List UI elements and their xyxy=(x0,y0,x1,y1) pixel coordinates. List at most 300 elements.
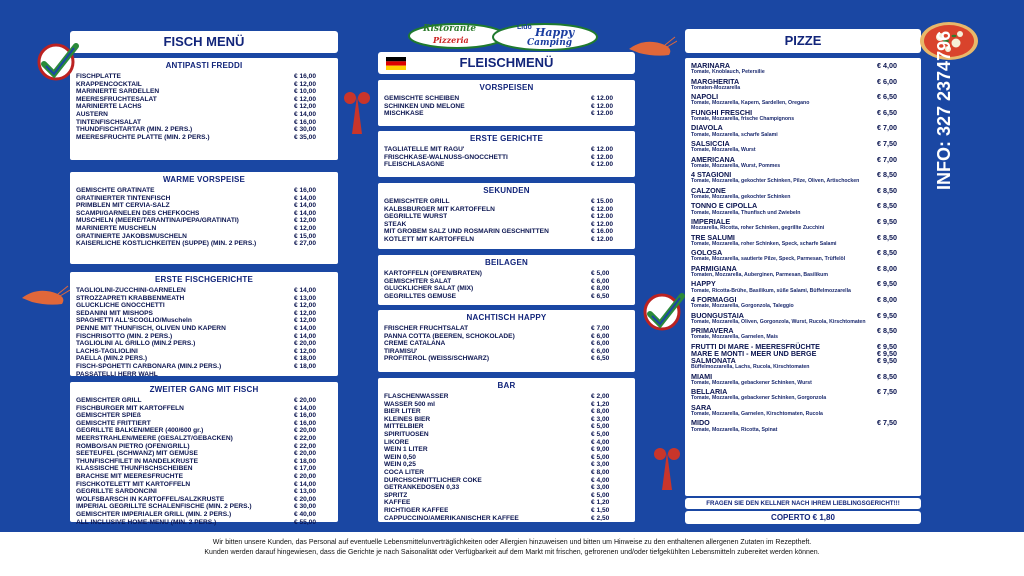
pizza-item xyxy=(691,249,915,263)
menu-item-price: € 6,50 xyxy=(591,355,610,363)
pizza-name: PARMIGIANA xyxy=(691,263,737,273)
menu-item-name: GLÜCKLICHE GNOCCHETTI xyxy=(76,302,165,310)
menu-item xyxy=(76,195,332,203)
menu-item-name: STEAK xyxy=(384,220,407,228)
menu-item-price: € 13,00 xyxy=(294,294,316,302)
pizza-name-row xyxy=(691,280,915,287)
menu-item-name: KLASSISCHE THUNFISCHSCHEIBEN xyxy=(76,465,193,473)
pizza-price: € 9,50 xyxy=(877,216,897,226)
pizza-ingredients: Tomate, Mozzarella, Thunfisch und Zwiebeln xyxy=(691,209,801,216)
section-heading: WARME VORSPEISE xyxy=(162,175,246,184)
menu-item xyxy=(76,481,332,489)
menu-item-name: COCA LITER xyxy=(384,468,425,476)
menu-item xyxy=(384,477,629,485)
menu-item xyxy=(76,348,332,356)
menu-item-name: TAGLIATELLE MIT RAGU' xyxy=(384,146,465,153)
footer-line: Wir bitten unsere Kunden, das Personal auf eventuelle Lebensmittelunverträglichkeiten oder Allergien hinzuweisen und bitten um Hinweise zu den enthaltenen allergenen Zutaten im Rezeptheft. xyxy=(212,539,812,546)
pizza-price: € 6,00 xyxy=(877,76,897,86)
pizza-name-row xyxy=(691,78,915,85)
pizza-name: SALSICCIA xyxy=(691,138,730,148)
menu-item-name: FISCH-SPGHETTI CARBONARA (MIN.2 PERS.) xyxy=(76,362,222,370)
menu-item-price: € 12,00 xyxy=(294,302,316,310)
menu-item-price: € 9,00 xyxy=(591,446,610,454)
menu-item xyxy=(76,233,332,241)
warme-section xyxy=(70,172,338,264)
menu-item xyxy=(76,126,332,134)
menu-item xyxy=(384,340,629,348)
coperto-text: COPERTO € 1,80 xyxy=(771,513,835,522)
menu-item xyxy=(76,88,332,96)
menu-item-name: FISCHBURGER MIT KARTOFFELN xyxy=(76,404,184,412)
pizza-name-row xyxy=(691,109,915,116)
pizza-name-row xyxy=(691,62,915,69)
pizza-ingredients: Tomate, Mozzarella, frische Champignons xyxy=(691,115,795,122)
menu-item xyxy=(384,348,629,356)
logo-happy: Happy xyxy=(535,26,575,39)
menu-item-price: € 20,00 xyxy=(294,340,316,348)
pizze-title xyxy=(685,29,921,53)
menu-item-name: GEMISCHTE GRATINATE xyxy=(76,187,155,194)
menu-item-price: € 35,00 xyxy=(294,133,316,141)
menu-item-price: € 12.00 xyxy=(591,235,613,243)
menu-item xyxy=(76,435,332,443)
menu-item-price: € 12,00 xyxy=(294,103,316,111)
menu-item-price: € 16,00 xyxy=(294,118,316,126)
menu-item-price: € 12,00 xyxy=(294,224,316,232)
pizza-price: € 8,00 xyxy=(877,294,897,304)
menu-item-price: € 5,00 xyxy=(591,423,610,431)
menu-item-name: MARINIERTE MUSCHELN xyxy=(76,224,157,232)
menu-item xyxy=(384,103,629,111)
pizza-ingredients: Büffelmozzarella, Lachs, Rucola, Kirschtomaten xyxy=(691,364,810,371)
fleisch-menu-title-text: FLEISCHMENÜ xyxy=(459,55,554,70)
pizza-ingredients: Tomaten-Mozzarella xyxy=(691,84,741,91)
pizza-ingredients: Tomaten, Mozzarella, Auberginen, Parmesan, Basilikum xyxy=(691,271,828,278)
pizza-name: PRIMAVERA xyxy=(691,326,734,336)
menu-item-price: € 12,00 xyxy=(294,95,316,103)
menu-item-name: WOLFSBARSCH IN KARTOFFEL/SALZKRUSTE xyxy=(76,495,225,503)
menu-item xyxy=(384,408,629,416)
pizza-price: € 7,00 xyxy=(877,154,897,164)
menu-item-price: € 17,00 xyxy=(294,465,316,473)
menu-item xyxy=(384,95,629,103)
pizza-item xyxy=(691,312,915,326)
pizza-name-row xyxy=(691,93,915,100)
pizza-name: NAPOLI xyxy=(691,92,719,102)
menu-item xyxy=(384,439,629,447)
menu-item-name: THUNDFISCHTARTAR (MIN. 2 PERS.) xyxy=(76,126,193,134)
pizza-name: IMPERIALE xyxy=(691,216,731,226)
menu-item-price: € 16,00 xyxy=(294,412,316,420)
pizza-ingredients: Tomate, Ricotta-Brühe, Basilikum, süße Salami, Büffelmozzarella xyxy=(691,287,851,294)
menu-item xyxy=(76,134,332,142)
pizza-name: MARGHERITA xyxy=(691,76,740,86)
logo-camping: Camping xyxy=(527,38,573,48)
pizza-ingredients: Tomate, Mozzarella, Kapern, Sardellen, Oregano xyxy=(691,100,810,107)
pizza-item xyxy=(691,78,915,92)
menu-item-price: € 5,00 xyxy=(591,491,610,499)
menu-item xyxy=(76,363,332,371)
pizza-item xyxy=(691,171,915,185)
pizza-ingredients: Tomate, Mozzarella, Garnelen, Kirschtomaten, Rucola xyxy=(691,411,823,418)
logo-ristorante: Ristorante xyxy=(423,24,477,34)
pizza-item xyxy=(691,327,915,341)
menu-item xyxy=(384,355,629,363)
menu-item xyxy=(76,519,332,527)
menu-item xyxy=(76,302,332,310)
pizza-name: SARA xyxy=(691,402,712,412)
menu-item-name: FISCHKOTELETT MIT KARTOFFELN xyxy=(76,480,191,488)
menu-item xyxy=(384,110,629,118)
menu-item-name: KARTOFFELN (OFEN/BRATEN) xyxy=(384,270,482,277)
menu-item-name: PROFITEROL (WEISS/SCHWARZ) xyxy=(384,355,490,363)
pizza-price: € 8,50 xyxy=(877,170,897,180)
menu-item-name: LACHS-TAGLIOLINI xyxy=(76,347,138,355)
pizza-price: € 9,50 xyxy=(877,279,897,289)
menu-item-name: WEIN 0,50 xyxy=(384,453,416,461)
pizze-section xyxy=(685,58,921,496)
pizza-ingredients: Tomate, Mozzarella, Ricotta, Spinat xyxy=(691,426,778,433)
menu-item-price: € 20,00 xyxy=(294,472,316,480)
pizza-item xyxy=(691,419,915,433)
menu-item-name: TINTENFISCHSALAT xyxy=(76,118,142,126)
pizza-name-row xyxy=(691,249,915,256)
pizza-name: 4 STAGIONI xyxy=(691,170,732,180)
pizza-ingredients: Tomate, Mozzarella, gebackener Schinken, Gorgonzola xyxy=(691,395,827,402)
menu-item xyxy=(384,469,629,477)
menu-item-name: KLEINES BIER xyxy=(384,415,431,423)
menu-item-price: € 16,00 xyxy=(294,73,316,80)
menu-item-name: FISCHPLATTE xyxy=(76,73,121,80)
pizza-item xyxy=(691,202,915,216)
menu-item xyxy=(384,154,629,162)
menu-item-name: FRISCHKÄSE-WALNUSS-GNOCCHETTI xyxy=(384,153,508,161)
erste-gerichte-section xyxy=(378,131,635,177)
footer-line: Kunden werden darauf hingewiesen, dass die Gerichte je nach Saisonalität oder Verfügbarkeit auf dem Markt mit frischen, gefrorenen und/oder tiefgekühlten Lebensmitteln zubereitet werden können. xyxy=(204,549,820,556)
menu-item-name: TAGLIOLINI AL GRILLO (MIN.2 PERS.) xyxy=(76,340,196,348)
section-heading: VORSPEISEN xyxy=(479,83,534,92)
restaurant-logo xyxy=(405,22,600,52)
menu-item-price: € 12.00 xyxy=(591,220,613,228)
pizza-item xyxy=(691,404,915,418)
pizza-ingredients: Tomate, Mozzarella, roher Schinken, Speck, scharfe Salami xyxy=(691,240,837,247)
menu-item xyxy=(384,206,629,214)
menu-item-price: € 14,00 xyxy=(294,287,316,294)
pizza-item xyxy=(691,357,915,371)
pizza-ingredients: Tomate, Mozzarella, Oliven, Gorgonzola, Wurst, Rucola, Kirschtomaten xyxy=(691,318,866,325)
menu-item-name: BRACHSE MIT MEERESFRÜCHTE xyxy=(76,472,183,480)
pizza-name: TONNO E CIPOLLA xyxy=(691,201,758,211)
menu-item xyxy=(76,427,332,435)
menu-item-name: WASSER 500 ml xyxy=(384,400,435,408)
menu-item-price: € 4,00 xyxy=(591,438,610,446)
menu-item-name: CREME CATALANA xyxy=(384,340,446,348)
section-heading: ERSTE GERICHTE xyxy=(469,134,544,143)
pizza-ingredients: Tomate, Mozzarella, Wurst xyxy=(691,147,756,154)
pizza-name: DIAVOLA xyxy=(691,123,723,133)
vorspeisen-section xyxy=(378,80,635,126)
bar-section xyxy=(378,378,635,522)
pizza-name-row xyxy=(691,312,915,319)
menu-item-price: € 4,00 xyxy=(591,476,610,484)
shrimp-icon xyxy=(625,35,677,64)
menu-item-name: GEMISCHTER GRILL xyxy=(76,397,142,404)
antipasti-section xyxy=(70,58,338,160)
menu-item-name: SEDANINI MIT MISHOPS xyxy=(76,309,153,317)
menu-item xyxy=(76,103,332,111)
menu-item-price: € 3,00 xyxy=(591,415,610,423)
pizza-name: 4 FORMAGGI xyxy=(691,294,737,304)
section-heading: ZWEITER GANG MIT FISCH xyxy=(149,385,259,394)
menu-item-price: € 27,00 xyxy=(294,240,316,248)
menu-item-name: RICHTIGER KAFFEE xyxy=(384,506,449,514)
menu-item-price: € 1,20 xyxy=(591,400,610,408)
menu-item-name: LIKÖRE xyxy=(384,438,409,446)
menu-item-price: € 20,00 xyxy=(294,397,316,404)
menu-item-name: BIER LITER xyxy=(384,408,421,416)
pizza-name: AMERICANA xyxy=(691,154,735,164)
menu-item xyxy=(384,213,629,221)
menu-item-name: MIT GROBEM SALZ UND ROSMARIN GESCHNITTEN xyxy=(384,228,549,236)
menu-item xyxy=(76,397,332,405)
pizza-name-row xyxy=(691,388,915,395)
footer-note xyxy=(0,532,1024,576)
menu-item-price: € 14,00 xyxy=(294,324,316,332)
pizza-name-row xyxy=(691,124,915,131)
menu-item-price: € 1,50 xyxy=(591,506,610,514)
menu-item-name: SPRITZ xyxy=(384,491,408,499)
menu-item xyxy=(76,295,332,303)
pizza-item xyxy=(691,93,915,107)
menu-item-name: GEGRILLTE WURST xyxy=(384,213,448,221)
menu-item-price: € 12.00 xyxy=(591,153,613,161)
menu-item-name: PAELLA (MIN.2 PERS.) xyxy=(76,355,148,363)
menu-item xyxy=(76,371,332,379)
pizze-title-text: PIZZE xyxy=(784,33,822,48)
menu-item-price: € 1,20 xyxy=(591,499,610,507)
pizza-name-row xyxy=(691,357,915,364)
section-heading: SEKUNDEN xyxy=(483,186,530,195)
menu-item xyxy=(76,217,332,225)
menu-item-name: GETRÄNKEDOSEN 0,33 xyxy=(384,484,460,492)
menu-item xyxy=(384,293,629,301)
menu-item-name: AUSTERN xyxy=(76,110,108,118)
menu-item-name: DURCHSCHNITTLICHER COKE xyxy=(384,476,482,484)
menu-item xyxy=(76,405,332,413)
pizza-price: € 7,50 xyxy=(877,387,897,397)
pizza-price: € 9,50 xyxy=(877,348,897,358)
menu-item xyxy=(384,393,629,401)
pizza-ingredients: Tomate, Mozzarella, Garnelen, Mais xyxy=(691,334,778,341)
menu-item-price: € 3,00 xyxy=(591,484,610,492)
pizza-name: SALMONATA xyxy=(691,356,736,366)
menu-item-price: € 14,00 xyxy=(294,404,316,412)
pizza-name: FRUTTI DI MARE - MEERESFRÜCHTE xyxy=(691,341,820,351)
menu-item-name: IMPERIAL GEGRILLTE SCHALENFISCHE (MIN. 2 PERS.) xyxy=(76,503,252,511)
menu-item xyxy=(76,458,332,466)
menu-item xyxy=(384,484,629,492)
pizza-price: € 8,50 xyxy=(877,201,897,211)
menu-item-price: € 12.00 xyxy=(591,102,613,110)
menu-item-name: PRIMBLEN MIT CERVIA-SALZ xyxy=(76,202,170,210)
section-heading: ERSTE FISCHGERICHTE xyxy=(154,275,254,284)
pizza-item xyxy=(691,234,915,248)
pizza-item xyxy=(691,156,915,170)
menu-item xyxy=(76,333,332,341)
pizza-name: MIDO xyxy=(691,418,710,428)
pizza-price: € 9,50 xyxy=(877,341,897,351)
check-logo-icon xyxy=(642,292,686,337)
beilagen-section xyxy=(378,255,635,305)
menu-item xyxy=(76,412,332,420)
kellner-note xyxy=(685,498,921,509)
menu-item xyxy=(76,488,332,496)
menu-item-name: FRISCHER FRUCHTSALAT xyxy=(384,325,469,332)
pizza-name-row xyxy=(691,140,915,147)
menu-item-name: KOTLETT MIT KARTOFFELN xyxy=(384,235,474,243)
menu-item-price: € 16.00 xyxy=(591,228,613,236)
menu-item-name: GEMISCHTER SPIEß xyxy=(76,412,141,420)
pizza-name-row xyxy=(691,234,915,241)
pizza-item xyxy=(691,388,915,402)
pizza-name: MIAMI xyxy=(691,371,713,381)
menu-item-price: € 30,00 xyxy=(294,126,316,134)
menu-item xyxy=(76,240,332,248)
menu-item-price: € 12,00 xyxy=(294,309,316,317)
menu-item-price: € 18,00 xyxy=(294,362,316,370)
pizza-price: € 8,50 xyxy=(877,232,897,242)
pizza-ingredients: Tomate, Mozzarella, Gorgonzola, Taleggio xyxy=(691,303,794,310)
info-phone-text: INFO: 327 2374796 xyxy=(934,30,954,190)
menu-item-price: € 22,00 xyxy=(294,442,316,450)
menu-item xyxy=(384,416,629,424)
menu-item-price: € 16,00 xyxy=(294,419,316,427)
menu-item xyxy=(384,221,629,229)
menu-item-name: GEGRILLTES GEMÜSE xyxy=(384,292,457,300)
pizza-price: € 8,50 xyxy=(877,371,897,381)
menu-item-name: TAGLIOLINI-ZUCCHINI-GARNELEN xyxy=(76,287,186,294)
zweiter-section xyxy=(70,382,338,526)
menu-item-price: € 20,00 xyxy=(294,450,316,458)
fisch-menu-title xyxy=(70,31,338,53)
menu-item xyxy=(76,465,332,473)
section-heading: ANTIPASTI FREDDI xyxy=(165,61,243,70)
menu-item-name: KALBSBURGER MIT KARTOFFELN xyxy=(384,205,495,213)
menu-item-price: € 12.00 xyxy=(591,95,613,102)
menu-item-price: € 40,00 xyxy=(294,510,316,518)
pizza-item xyxy=(691,265,915,279)
menu-item-price: € 6,00 xyxy=(591,277,610,285)
pizza-item xyxy=(691,124,915,138)
pizza-name-row xyxy=(691,156,915,163)
logo-pizzeria: Pizzeria xyxy=(433,35,469,45)
pizza-item xyxy=(691,218,915,232)
menu-item xyxy=(76,450,332,458)
menu-item-price: € 14,00 xyxy=(294,194,316,202)
pizza-name-row xyxy=(691,171,915,178)
menu-item xyxy=(76,443,332,451)
menu-item-price: € 6,50 xyxy=(591,292,610,300)
menu-item xyxy=(76,420,332,428)
menu-item-name: PASSATELLI HERR WAHL xyxy=(76,370,158,378)
menu-item-name: ROMBO/SAN PIETRO (OFEN/GRILL) xyxy=(76,442,190,450)
menu-item-name: GEMISCHTE FRITTIERT xyxy=(76,419,151,427)
menu-item-name: MARINIERTE LACHS xyxy=(76,103,142,111)
menu-item-name: MEERESFRÜCHTE PLATTE (MIN. 2 PERS.) xyxy=(76,133,210,141)
pizza-name-row xyxy=(691,187,915,194)
menu-item-name: MUSCHELN (MEERE/TARANTINA/PEPA/GRATINATI) xyxy=(76,217,239,225)
menu-item-price: € 18,00 xyxy=(294,457,316,465)
menu-item-price xyxy=(294,371,332,379)
menu-item-price: € 8,00 xyxy=(591,408,610,416)
menu-item xyxy=(384,285,629,293)
menu-item xyxy=(76,325,332,333)
pizza-name-row xyxy=(691,202,915,209)
pizza-name-row xyxy=(691,373,915,380)
menu-item-price: € 12,00 xyxy=(294,217,316,225)
menu-item-name: PENNE MIT THUNFISCH, OLIVEN UND KAPERN xyxy=(76,324,226,332)
menu-item-name: GEMISCHTER IMPERIALER GRILL (MIN. 2 PERS.) xyxy=(76,510,232,518)
info-phone xyxy=(934,30,955,190)
erste-fisch-section xyxy=(70,272,338,376)
menu-item-price: € 5,00 xyxy=(591,430,610,438)
pizza-item xyxy=(691,140,915,154)
pizza-price: € 8,50 xyxy=(877,185,897,195)
menu-item xyxy=(76,287,332,295)
menu-item xyxy=(76,111,332,119)
menu-item-price: € 15.00 xyxy=(591,198,613,205)
pizza-price: € 7,50 xyxy=(877,418,897,428)
pizza-name: TRE SALUMI xyxy=(691,232,735,242)
menu-item-price: € 12,00 xyxy=(294,80,316,88)
menu-item xyxy=(384,198,629,206)
pizza-ingredients: Tomate, Mozzarella, gebackener Schinken, Wurst xyxy=(691,379,812,386)
menu-item xyxy=(384,515,629,523)
pizza-name: HAPPY xyxy=(691,279,716,289)
pizza-price: € 7,50 xyxy=(877,138,897,148)
menu-item-price: € 6,00 xyxy=(591,347,610,355)
menu-item-name: GRATINIERTE JAKOBSMUSCHELN xyxy=(76,232,187,240)
pizza-ingredients: Tomate, Mozzarella, scharfe Salami xyxy=(691,131,778,138)
pizza-name-row xyxy=(691,419,915,426)
pizza-price: € 4,00 xyxy=(877,61,897,70)
menu-item-price: € 13,00 xyxy=(294,488,316,496)
pizza-name: BUONGUSTAIA xyxy=(691,310,744,320)
menu-item xyxy=(76,496,332,504)
menu-item-price: € 10,00 xyxy=(294,88,316,96)
pizza-name: MARE E MONTI - MEER UND BERGE xyxy=(691,348,817,358)
menu-item-price: € 12.00 xyxy=(591,146,613,153)
coperto xyxy=(685,511,921,524)
menu-item-name: TIRAMISU' xyxy=(384,347,418,355)
menu-item-name: MITTELBIER xyxy=(384,423,424,431)
menu-item xyxy=(384,161,629,169)
menu-item xyxy=(384,236,629,244)
pizza-name-row xyxy=(691,296,915,303)
menu-item-name: KRAPPENCOCKTAIL xyxy=(76,80,142,88)
menu-item-price: € 12.00 xyxy=(591,213,613,221)
fisch-menu-title-text: FISCH MENÜ xyxy=(163,34,245,49)
pizza-price: € 6,50 xyxy=(877,92,897,102)
section-heading: NACHTISCH HAPPY xyxy=(466,313,547,322)
menu-item-name: GEMISCHTE SCHEIBEN xyxy=(384,95,460,102)
fleisch-menu-title xyxy=(378,52,635,74)
menu-item-name: THUNFISCHFILET IN MANDELKRUSTE xyxy=(76,457,198,465)
menu-item-price: € 18,00 xyxy=(294,355,316,363)
menu-item xyxy=(384,454,629,462)
pizza-name-row xyxy=(691,327,915,334)
menu-item xyxy=(384,270,629,278)
